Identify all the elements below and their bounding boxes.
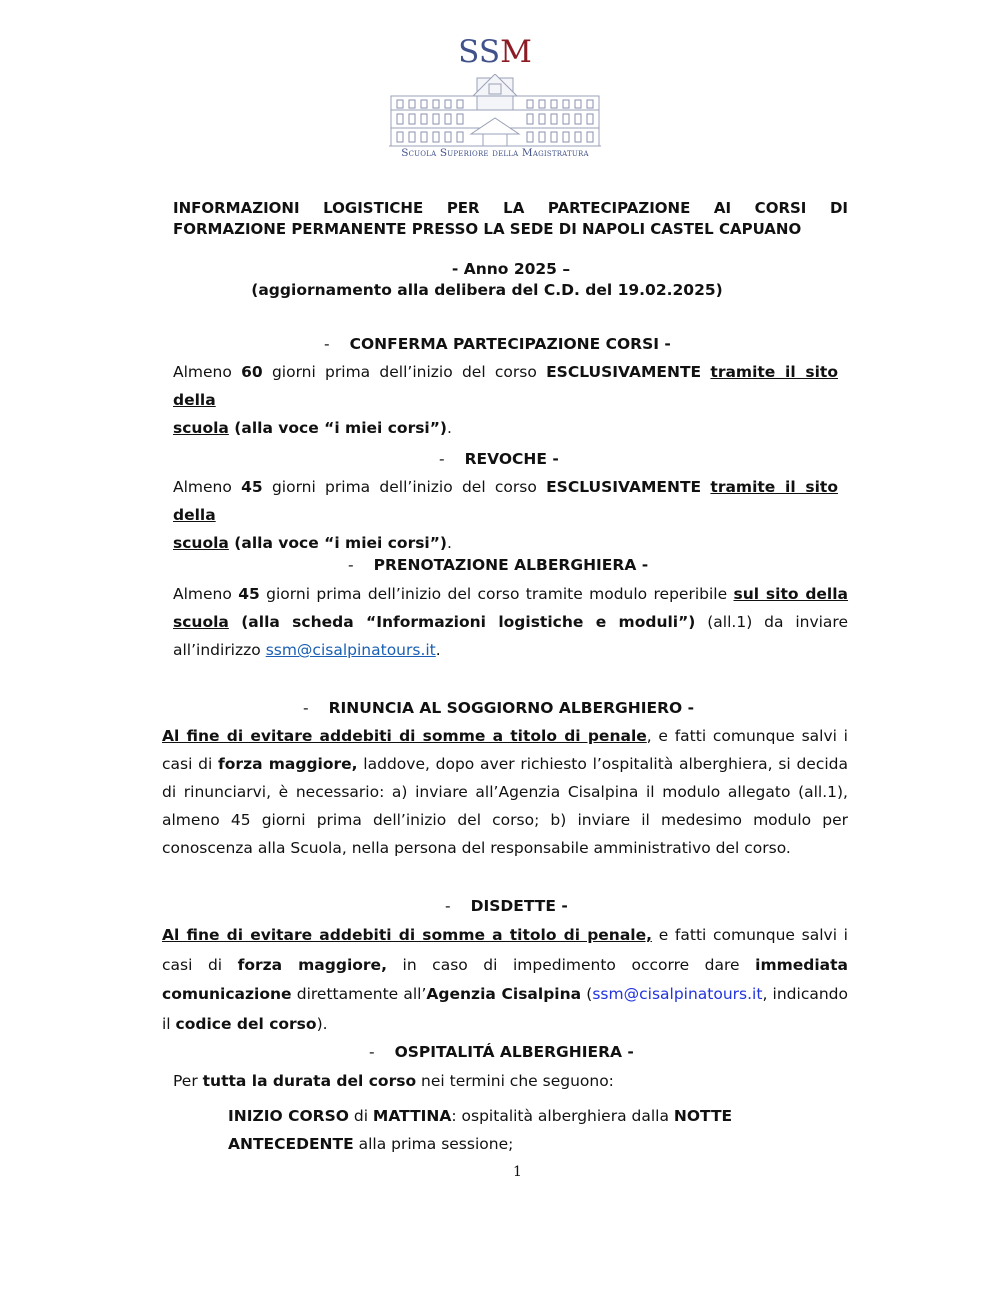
heading-prenotazione: - PRENOTAZIONE ALBERGHIERA - <box>348 556 649 574</box>
logo-caption: Scuola Superiore della Magistratura <box>401 147 589 159</box>
list-item-inizio-mattina: INIZIO CORSO di MATTINA: ospitalità alberghiera dalla NOTTE ANTECEDENTE alla prima sessione; <box>228 1107 733 1153</box>
paragraph-conferma: Almeno 60 giorni prima dell’inizio del corso ESCLUSIVAMENTE tramite il sito della scuola (alla voce “i miei corsi”). <box>173 363 838 437</box>
link-sito-revoche[interactable]: tramite il sito <box>710 478 838 496</box>
document-title <box>173 198 848 240</box>
link-sito-prenotazione[interactable]: sul sito della scuola <box>173 585 849 631</box>
heading-revoche: - REVOCHE - <box>439 450 559 468</box>
logo-acronym: SSM <box>458 34 532 70</box>
paragraph-ospitalita: Per tutta la durata del corso nei termini che seguono: <box>173 1072 614 1090</box>
title-line-1: INFORMAZIONI LOGISTICHE PER LA PARTECIPAZIONE AI CORSI DI <box>173 199 848 217</box>
heading-ospitalita: - OSPITALITÁ ALBERGHIERA - <box>369 1043 634 1061</box>
paragraph-rinuncia: Al fine di evitare addebiti di somme a titolo di penale, e fatti comunque salvi i casi di forza maggiore, laddove, dopo aver richiesto l’ospitalità alberghiera, si decida di rinunciarvi, è necessario: a) inviare all’Agenzia Cisalpina il modulo allegato (all.1), almeno 45 giorni prima dell’inizio del corso; b) inviare il medesimo modulo per conoscenza alla Scuola, nella persona del responsabile amministrativo del corso. <box>162 727 848 857</box>
email-link-prenotazione[interactable]: ssm@cisalpinatours.it <box>265 641 436 659</box>
heading-rinuncia: - RINUNCIA AL SOGGIORNO ALBERGHIERO - <box>303 699 695 717</box>
paragraph-prenotazione: Almeno 45 giorni prima dell’inizio del corso tramite modulo reperibile sul sito della scuola (alla scheda “Informazioni logistiche e moduli”) (all.1) da inviare all’indirizzo ssm@cisalpinatours.it. <box>173 585 849 659</box>
year-label: - Anno 2025 – <box>451 260 571 278</box>
heading-conferma: - CONFERMA PARTECIPAZIONE CORSI - <box>324 335 671 353</box>
paragraph-disdette: Al fine di evitare addebiti di somme a titolo di penale, e fatti comunque salvi i casi di forza maggiore, in caso di impedimento occorre dare immediata comunicazione direttamente all’Agenzia Cisalpina (ssm@cisalpinatours.it, indicando il codice del corso). <box>162 926 848 1033</box>
title-line-2: FORMAZIONE PERMANENTE PRESSO LA SEDE DI NAPOLI CASTEL CAPUANO <box>173 220 802 238</box>
update-label: (aggiornamento alla delibera del C.D. del 19.02.2025) <box>251 281 723 299</box>
page-number: 1 <box>513 1164 522 1180</box>
palace-building-icon <box>385 74 605 149</box>
email-link-disdette[interactable]: ssm@cisalpinatours.it <box>592 985 763 1003</box>
heading-disdette: - DISDETTE - <box>445 897 568 915</box>
ssm-logo <box>385 34 605 169</box>
link-sito-conferma[interactable]: tramite il sito <box>710 363 838 381</box>
paragraph-revoche: Almeno 45 giorni prima dell’inizio del corso ESCLUSIVAMENTE tramite il sito della scuola (alla voce “i miei corsi”). <box>173 478 838 552</box>
